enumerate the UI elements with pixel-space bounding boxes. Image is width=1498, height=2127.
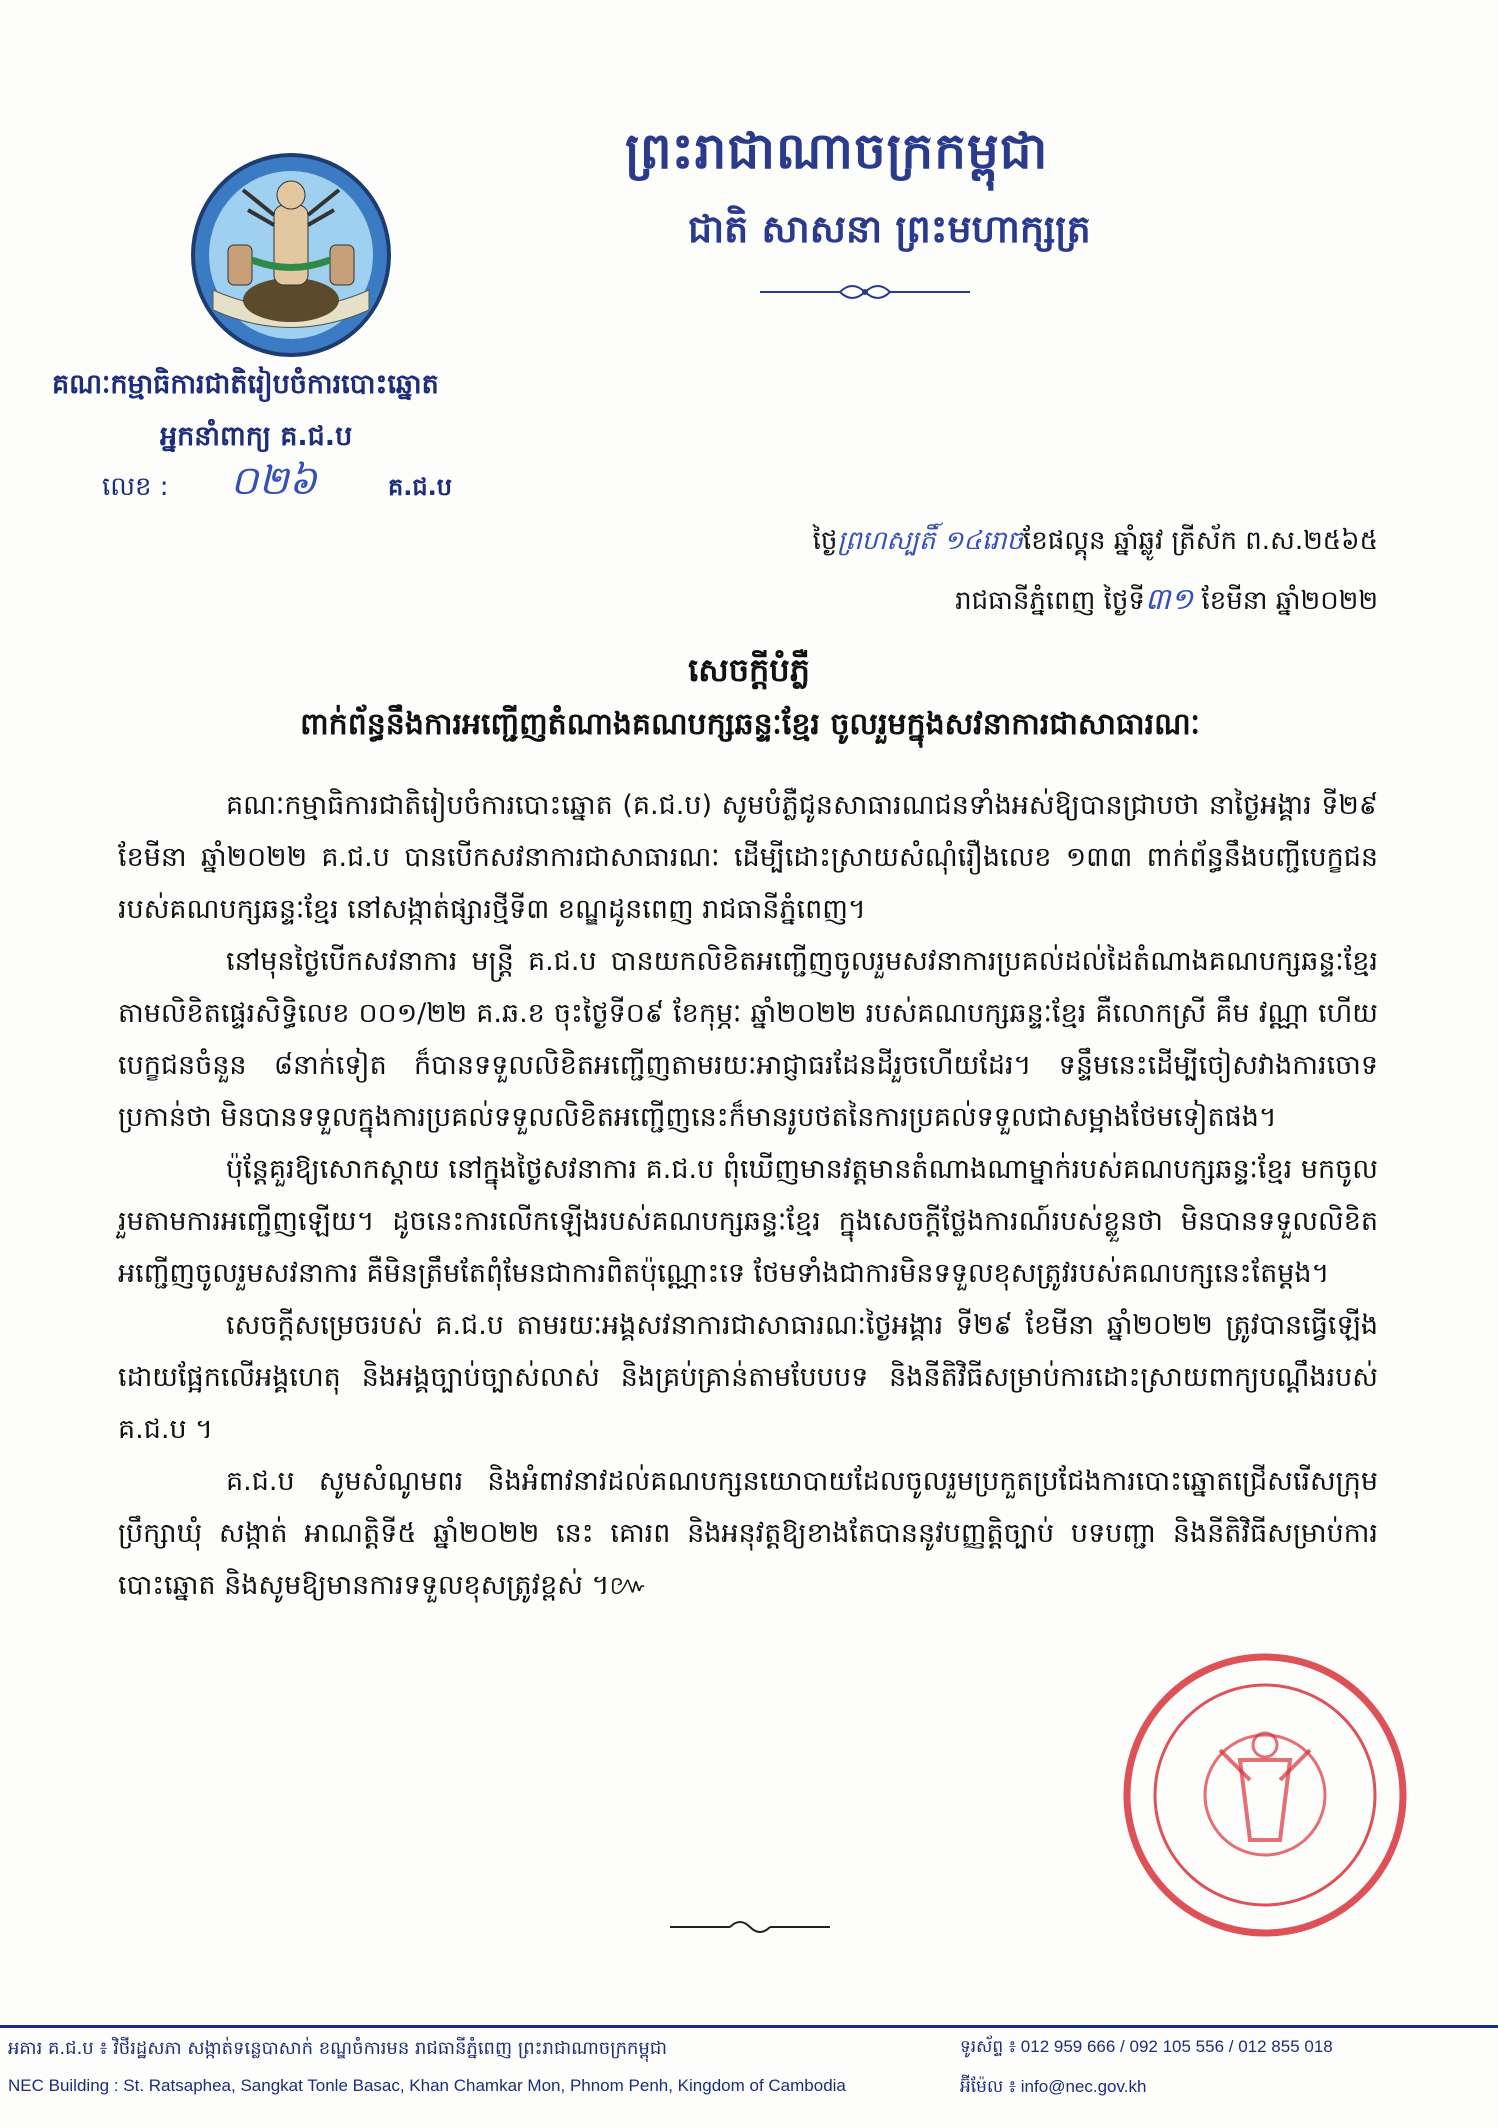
reference-suffix: គ.ជ.ប: [388, 473, 452, 501]
document-body: [118, 780, 1378, 1612]
document-title: សេចក្តីបំភ្លឺ: [688, 651, 810, 689]
email-address[interactable]: info@nec.gov.kh: [1020, 2077, 1147, 2096]
reference-number: ០២៦: [230, 458, 317, 504]
organization-name: គណៈកម្មាធិការជាតិរៀបចំការបោះឆ្នោត: [52, 369, 439, 400]
body-paragraph: សេចក្តីសម្រេចរបស់ គ.ជ.ប តាមរយៈអង្គសវនាការជាសាធារណៈថ្ងៃអង្គារ ទី២៩ ខែមីនា ឆ្នាំ២០២២ ត្រូវបានធ្វើឡើងដោយផ្អែកលើអង្គហេតុ និងអង្គច្បាប់ច្បាស់លាស់ និងគ្រប់គ្រាន់តាមបែបបទ និងនីតិវិធីសម្រាប់ការដោះស្រាយពាក្យបណ្តឹងរបស់ គ.ជ.ប ។: [118, 1310, 1378, 1445]
official-seal-icon: [1120, 1650, 1410, 1940]
spokesperson-title: អ្នកនាំពាក្យ គ.ជ.ប: [160, 421, 353, 452]
email-label: អ៊ីម៉ែល ៖: [960, 2077, 1017, 2097]
lunar-date: [813, 524, 1378, 562]
lunar-date-handwritten: ព្រហស្បតិ៍ ១៤រោច: [837, 526, 1023, 556]
kingdom-title: ព្រះរាជាណាចក្រកម្ពុជា: [625, 121, 1049, 180]
footer-email: [960, 2076, 1146, 2101]
lunar-date-prefix: ថ្ងៃ: [812, 526, 838, 556]
lunar-date-suffix: ខែផល្គុន ឆ្នាំឆ្លូវ ត្រីស័ក ព.ស.២៥៦៥: [1022, 526, 1378, 556]
nec-emblem-icon: [188, 150, 394, 360]
ornament-divider-icon: [760, 272, 970, 312]
body-paragraph: គណៈកម្មាធិការជាតិរៀបចំការបោះឆ្នោត (គ.ជ.ប) សូមបំភ្លឺជូនសាធារណជនទាំងអស់ឱ្យបានជ្រាបថា នាថ្ងៃអង្គារ ទី២៩ ខែមីនា ឆ្នាំ២០២២ គ.ជ.ប បានបើកសវនាការជាសាធារណៈ ដើម្បីដោះស្រាយសំណុំរឿងលេខ ១៣៣ ពាក់ព័ន្ធនឹងបញ្ជីបេក្ខជនរបស់គណបក្សឆន្ទៈខ្មែរ នៅសង្កាត់ផ្សារថ្មីទី៣ ខណ្ឌដូនពេញ រាជធានីភ្នំពេញ។: [118, 790, 1378, 925]
solar-date-suffix: ខែមីនា ឆ្នាំ២០២២: [1201, 586, 1378, 616]
body-paragraph: គ.ជ.ប សូមសំណូមពរ និងអំពាវនាវដល់គណបក្សនយោបាយដែលចូលរួមប្រកួតប្រជែងការបោះឆ្នោតជ្រើសរើសក្រុមប្រឹក្សាឃុំ សង្កាត់ អាណត្តិទី៥ ឆ្នាំ២០២២ នេះ គោរព និងអនុវត្តឱ្យខាងតែបាននូវបញ្ញត្តិច្បាប់ បទបញ្ជា និងនីតិវិធីសម្រាប់ការបោះឆ្នោត និងសូមឱ្យមានការទទួលខុសត្រូវខ្ពស់ ។៚: [118, 1466, 1378, 1601]
body-paragraph: ប៉ុន្តែគួរឱ្យសោកស្តាយ នៅក្នុងថ្ងៃសវនាការ គ.ជ.ប ពុំឃើញមានវត្តមានតំណាងណាម្នាក់របស់គណបក្សឆន្ទៈខ្មែរ មកចូលរួមតាមការអញ្ជើញឡើយ។ ដូចនេះការលើកឡើងរបស់គណបក្សឆន្ទៈខ្មែរ ក្នុងសេចក្តីថ្លែងការណ៍របស់ខ្លួនថា មិនបានទទួលលិខិតអញ្ជើញចូលរួមសវនាការ គឺមិនត្រឹមតែពុំមែនជាការពិតប៉ុណ្ណោះទេ ថែមទាំងជាការមិនទទួលខុសត្រូវរបស់គណបក្សនេះតែម្តង។: [118, 1154, 1378, 1289]
document-subtitle: ពាក់ព័ន្ធនឹងការអញ្ជើញតំណាងគណបក្សឆន្ទៈខ្មែរ ចូលរួមក្នុងសវនាការជាសាធារណៈ: [300, 707, 1200, 742]
phone-label: ទូរស័ព្ទ ៖: [960, 2037, 1017, 2057]
reference-label: លេខ :: [102, 472, 169, 502]
solar-date-day: ៣១: [1144, 582, 1194, 617]
footer-divider: [0, 2025, 1498, 2028]
ornament-divider-icon: [670, 1912, 830, 1942]
footer-khmer-address: អគារ គ.ជ.ប ៖ វិថីរដ្ឋសភា សង្កាត់ទន្លេបាសាក់ ខណ្ឌចំការមន រាជធានីភ្នំពេញ ព្រះរាជាណាចក្រកម្ពុជា: [8, 2038, 667, 2059]
national-motto: ជាតិ សាសនា ព្រះមហាក្សត្រ: [688, 206, 1091, 251]
body-paragraph: នៅមុនថ្ងៃបើកសវនាការ មន្ត្រី គ.ជ.ប បានយកលិខិតអញ្ជើញចូលរួមសវនាការប្រគល់ដល់ដៃតំណាងគណបក្សឆន្ទៈខ្មែរ តាមលិខិតផ្ទេរសិទ្ធិលេខ ០០១/២២ គ.ឆ.ខ ចុះថ្ងៃទី០៩ ខែកុម្ភៈ ឆ្នាំ២០២២ របស់គណបក្សឆន្ទៈខ្មែរ គឺលោកស្រី គឹម វណ្ណា ហើយបេក្ខជនចំនួន ៨នាក់ទៀត ក៏បានទទួលលិខិតអញ្ជើញតាមរយៈអាជ្ញាធរដែនដីរួចហើយដែរ។ ទន្ទឹមនេះដើម្បីចៀសវាងការចោទប្រកាន់ថា មិនបានទទួលក្នុងការប្រគល់ទទួលលិខិតអញ្ជើញនេះក៏មានរូបថតនៃការប្រគល់ទទួលជាសម្អាងថែមទៀតផង។: [118, 946, 1378, 1133]
phone-numbers: 012 959 666 / 092 105 556 / 012 855 018: [1020, 2037, 1333, 2056]
solar-date-prefix: រាជធានីភ្នំពេញ ថ្ងៃទី: [955, 586, 1145, 616]
footer-english-address: NEC Building : St. Ratsaphea, Sangkat Tonle Basac, Khan Chamkar Mon, Phnom Penh, Kingdom of Cambodia: [8, 2076, 846, 2095]
footer-phone: [960, 2036, 1333, 2061]
solar-date: [955, 580, 1378, 624]
